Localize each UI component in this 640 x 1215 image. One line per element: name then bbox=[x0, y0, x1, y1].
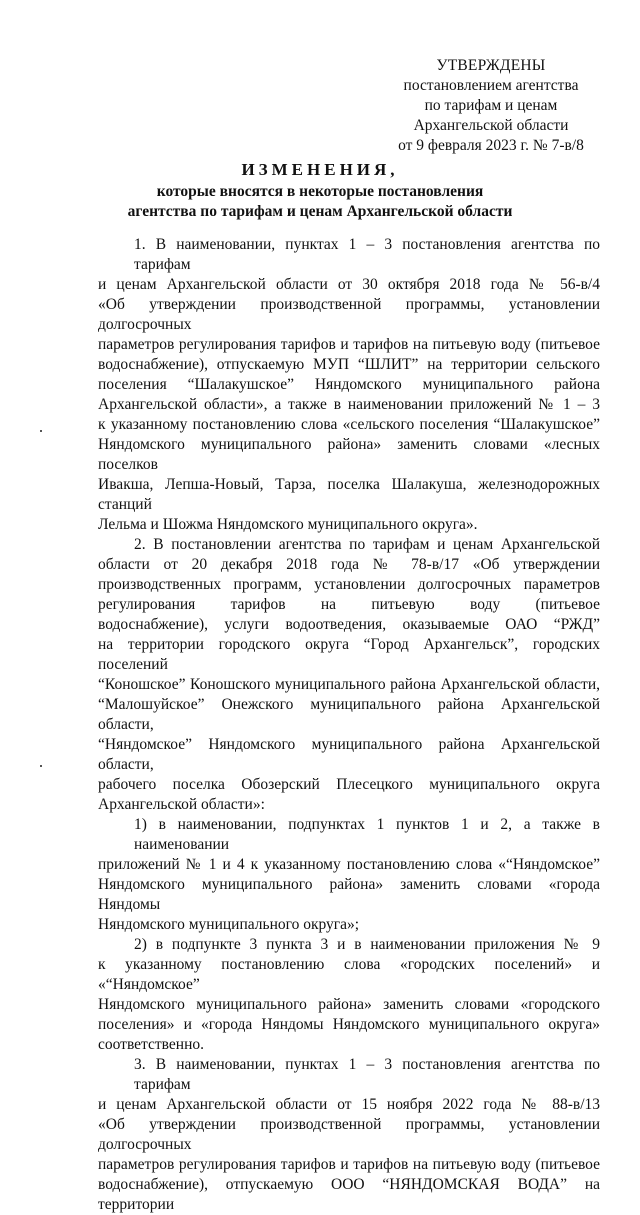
text-line: Ивакша, Лепша-Новый, Тарза, поселка Шалакуша, железнодорожных станций bbox=[98, 476, 600, 513]
text-line: «Об утверждении производственной программы, установлении долгосрочных bbox=[98, 296, 600, 333]
text-line: поселения “Шалакушское” Няндомского муниципального района bbox=[98, 376, 600, 393]
text-line: производственных программ, установлении долгосрочных параметров bbox=[98, 576, 600, 593]
text-line: Няндомского муниципального района» заменить словами «лесных поселков bbox=[98, 436, 600, 473]
text-line: Архангельской области», а также в наименовании приложений № 1 – 3 bbox=[98, 396, 600, 413]
text-line: поселения» и «города Няндомы Няндомского муниципального округа» bbox=[98, 1016, 600, 1033]
text-line: 2. В постановлении агентства по тарифам и ценам Архангельской bbox=[134, 536, 600, 553]
approval-line: постановлением агентства bbox=[403, 77, 579, 94]
scan-speck bbox=[40, 430, 42, 432]
text-line: к указанному постановлению слова «городских поселений» и «“Няндомское” bbox=[98, 956, 600, 993]
text-line: соответственно. bbox=[98, 1036, 204, 1053]
text-line: и ценам Архангельской области от 30 октября 2018 года № 56-в/4 bbox=[98, 276, 600, 293]
text-line: «Об утверждении производственной программы, установлении долгосрочных bbox=[98, 1116, 600, 1153]
text-line: приложений № 1 и 4 к указанному постановлению слова «“Няндомское” bbox=[98, 856, 600, 873]
text-line: водоснабжение), отпускаемую ООО “НЯНДОМСКАЯ ВОДА” на территории bbox=[98, 1176, 600, 1213]
text-line: “Няндомское” Няндомского муниципального района Архангельской области, bbox=[98, 736, 600, 773]
text-line: регулирования тарифов на питьевую воду (питьевое bbox=[98, 596, 600, 613]
document-subtitle bbox=[0, 182, 640, 222]
text-line: водоснабжение), услуги водоотведения, оказываемые ОАО “РЖД” bbox=[98, 616, 600, 633]
text-line: и ценам Архангельской области от 15 ноября 2022 года № 88-в/13 bbox=[98, 1096, 600, 1113]
text-line: 3. В наименовании, пунктах 1 – 3 постановления агентства по тарифам bbox=[134, 1056, 600, 1093]
subtitle-line: агентства по тарифам и ценам Архангельской области bbox=[127, 203, 513, 220]
text-line: Архангельской области»: bbox=[98, 796, 265, 813]
approval-line: по тарифам и ценам bbox=[424, 97, 558, 114]
approval-line: Архангельской области bbox=[413, 117, 569, 134]
text-line: на территории городского округа “Город Архангельск”, городских поселений bbox=[98, 636, 600, 673]
text-line: Няндомского муниципального округа»; bbox=[98, 916, 360, 933]
text-line: “Коношское” Коношского муниципального района Архангельской области, bbox=[98, 676, 600, 693]
approval-line: от 9 февраля 2023 г. № 7-в/8 bbox=[398, 137, 584, 154]
subtitle-line: которые вносятся в некоторые постановления bbox=[156, 183, 484, 200]
document-title: ИЗМЕНЕНИЯ, bbox=[241, 160, 399, 179]
text-line: 1. В наименовании, пунктах 1 – 3 постановления агентства по тарифам bbox=[134, 236, 600, 273]
text-line: параметров регулирования тарифов и тарифов на питьевую воду (питьевое bbox=[98, 1156, 600, 1173]
text-line: параметров регулирования тарифов и тарифов на питьевую воду (питьевое bbox=[98, 336, 600, 353]
document-body bbox=[98, 235, 600, 1215]
text-line: Няндомского муниципального района» заменить словами «города Няндомы bbox=[98, 876, 600, 913]
approval-block bbox=[386, 56, 596, 156]
text-line: водоснабжение), отпускаемую МУП “ШЛИТ” на территории сельского bbox=[98, 356, 600, 373]
text-line: рабочего поселка Обозерский Плесецкого муниципального округа bbox=[98, 776, 600, 793]
text-line: “Малошуйское” Онежского муниципального района Архангельской области, bbox=[98, 696, 600, 733]
scan-speck bbox=[40, 765, 42, 767]
text-line: 1) в наименовании, подпунктах 1 пунктов 1 и 2, а также в наименовании bbox=[134, 816, 600, 853]
approval-line: УТВЕРЖДЕНЫ bbox=[436, 57, 546, 74]
text-line: Няндомского муниципального района» заменить словами «городского bbox=[98, 996, 600, 1013]
text-line: области от 20 декабря 2018 года № 78-в/17 «Об утверждении bbox=[98, 556, 600, 573]
text-line: 2) в подпункте 3 пункта 3 и в наименовании приложения № 9 bbox=[134, 936, 600, 953]
text-line: к указанному постановлению слова «сельского поселения “Шалакушское” bbox=[98, 416, 600, 433]
text-line: Лельма и Шожма Няндомского муниципального округа». bbox=[98, 516, 478, 533]
